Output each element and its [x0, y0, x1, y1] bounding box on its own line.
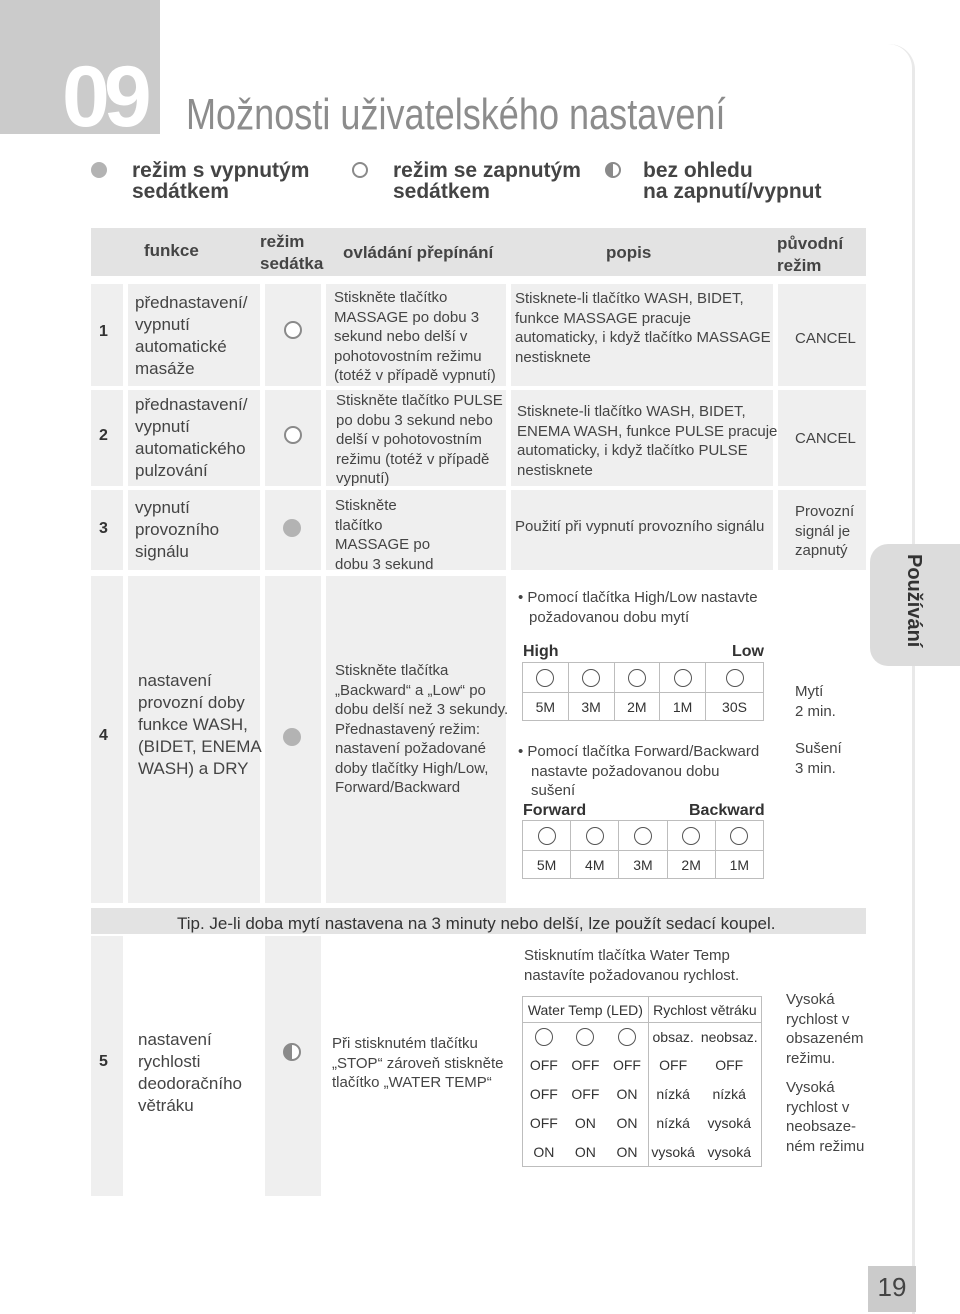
text-line: automatického — [135, 439, 246, 458]
puvodni-wash-text — [795, 682, 836, 721]
fan-sub-header: neobsaz. — [697, 1023, 761, 1051]
legend-label-any — [643, 160, 822, 202]
empty-circle-icon — [582, 669, 600, 687]
full-circle-icon — [91, 162, 107, 178]
scale-circle-cell — [523, 663, 569, 693]
text-line: větráku — [138, 1096, 194, 1115]
page-number-box — [868, 1266, 916, 1312]
text-line: Sušení — [795, 740, 842, 757]
fan-cell: vysoká — [648, 1138, 697, 1167]
scale-value: 5M — [523, 851, 571, 879]
text-line: ENEMA WASH, funkce PULSE pracuje — [517, 422, 778, 440]
text-line: režimu (totéž v případě — [336, 450, 490, 468]
fan-speed-table — [522, 996, 762, 1167]
ovladani-text — [335, 496, 433, 574]
fan-cell: ON — [606, 1080, 648, 1109]
row-number: 3 — [99, 520, 108, 537]
scale-circle-cell — [660, 663, 706, 693]
scale-circle-cell — [523, 821, 571, 851]
tip-text: Tip. Je-li doba mytí nastavena na 3 minuty nebo delší, lze použít sedací koupel. — [177, 914, 776, 933]
text-line: tlačítko — [335, 516, 383, 534]
funkce-text — [138, 1029, 242, 1117]
text-line: režimu. — [786, 1049, 836, 1067]
empty-circle-icon — [682, 827, 700, 845]
scale-value: 1M — [715, 851, 763, 879]
text-line: provozního — [135, 520, 220, 539]
text-line: po dobu 3 sekund nebo — [336, 411, 493, 429]
text-line: nastavení — [138, 671, 212, 690]
text-line: ném režimu — [786, 1137, 865, 1155]
text-line: delší v pohotovostním — [336, 431, 482, 448]
text-line: nastavení — [138, 1030, 212, 1049]
side-tab-label: Používání — [903, 554, 925, 648]
legend-line: režim se zapnutým — [393, 159, 581, 182]
text-line: pulzování — [135, 461, 208, 480]
text-line: dobu delší než 3 sekundy. — [335, 701, 509, 718]
fan-cell: vysoká — [697, 1109, 761, 1138]
ovladani-text — [334, 288, 496, 386]
led-circle-cell — [606, 1023, 648, 1051]
text-line: automatické — [135, 337, 227, 356]
empty-circle-icon — [536, 669, 554, 687]
scale-value: 2M — [667, 851, 715, 879]
text-line: sekund nebo delší v — [334, 328, 468, 345]
funkce-text — [138, 670, 262, 780]
text-line: Provozní — [795, 503, 855, 520]
empty-circle-icon — [628, 669, 646, 687]
scale-value: 1M — [660, 693, 706, 721]
text-line: funkce MASSAGE pracuje — [515, 309, 691, 327]
scale-right-label: Backward — [689, 802, 765, 819]
popis-text — [515, 289, 771, 367]
text-line: 2 min. — [795, 702, 836, 720]
header-popis: popis — [606, 243, 652, 262]
empty-circle-icon — [284, 426, 302, 444]
text-line: Mytí — [795, 683, 824, 700]
text-line: automaticky, i když tlačítko MASSAGE — [515, 329, 771, 346]
dry-scale-table — [522, 820, 764, 879]
empty-circle-icon — [726, 669, 744, 687]
half-circle-icon — [283, 1043, 301, 1061]
page-title: Možnosti uživatelského nastavení — [186, 90, 726, 139]
text-line: rychlosti — [138, 1052, 201, 1071]
scale-left-label: Forward — [523, 802, 587, 819]
text-line: Stisknete-li tlačítko WASH, BIDET, — [515, 290, 744, 307]
text-line: pohotovostním režimu — [334, 347, 482, 365]
header-line: režim — [777, 256, 822, 275]
row-number: 1 — [99, 323, 108, 340]
scale-value: 3M — [619, 851, 667, 879]
empty-circle-icon — [284, 321, 302, 339]
text-line: (BIDET, ENEMA — [138, 737, 262, 756]
text-line: vypnutí — [135, 417, 190, 436]
popis-text — [524, 946, 739, 985]
scale-circle-cell — [614, 663, 660, 693]
text-line: doby tlačítky High/Low, — [335, 759, 489, 777]
scale-left-label: High — [523, 643, 559, 660]
seat-mode-cell — [265, 936, 321, 1196]
spacer — [786, 1068, 864, 1078]
legend-label-seat-on — [393, 160, 581, 202]
legend-line: sedátkem — [393, 180, 490, 203]
scale-circle-cell — [568, 663, 614, 693]
legend-line: bez ohledu — [643, 159, 753, 182]
ovladani-text — [335, 661, 508, 798]
popis-text: Použití při vypnutí provozního signálu — [515, 518, 765, 535]
fan-cell: ON — [523, 1138, 565, 1167]
funkce-text — [135, 394, 247, 482]
full-circle-icon — [283, 728, 301, 746]
side-tab-text-wrap — [870, 544, 960, 666]
text-line: nastavíte požadovanou rychlost. — [524, 966, 740, 984]
text-line: sušení — [531, 782, 576, 799]
text-line: požadovanou dobu mytí — [529, 608, 690, 626]
text-line: obsazeném — [786, 1030, 864, 1047]
text-line: přednastavení/ — [135, 395, 248, 414]
empty-circle-icon — [352, 162, 368, 178]
text-line: nestisknete — [517, 461, 593, 479]
empty-circle-icon — [618, 1028, 636, 1046]
text-line: vypnutí — [135, 315, 190, 334]
text-line: deodoračního — [138, 1074, 242, 1093]
ovladani-text — [332, 1034, 503, 1093]
fan-header-speed: Rychlost větráku — [648, 997, 761, 1023]
scale-circle-cell — [706, 663, 764, 693]
text-line: rychlost v — [786, 1098, 850, 1116]
text-line: vypnutí) — [336, 470, 390, 487]
empty-circle-icon — [576, 1028, 594, 1046]
puvodni-text: CANCEL — [795, 330, 856, 347]
text-line: provozní doby — [138, 693, 245, 712]
section-side-tab — [870, 544, 960, 666]
fan-header-led: Water Temp (LED) — [523, 997, 649, 1023]
text-line: funkce WASH, — [138, 715, 248, 734]
funkce-text — [135, 497, 219, 563]
text-line: • Pomocí tlačítka Forward/Backward — [518, 743, 760, 760]
text-line: Stiskněte tlačítko PULSE — [336, 392, 503, 409]
ovladani-text — [336, 391, 503, 489]
text-line: Forward/Backward — [335, 779, 461, 796]
text-line: signál je — [795, 522, 851, 540]
text-line: „Backward“ a „Low“ po — [335, 681, 486, 699]
header-line: sedátka — [260, 254, 324, 273]
scale-circle-cell — [619, 821, 667, 851]
fan-cell: OFF — [523, 1109, 565, 1138]
puvodni-dry-text — [795, 739, 842, 778]
wash-scale-table — [522, 662, 764, 721]
funkce-text — [135, 292, 247, 380]
fan-cell: ON — [606, 1109, 648, 1138]
text-line: vypnutí — [135, 498, 190, 517]
row-number: 4 — [99, 727, 108, 744]
row-number: 5 — [99, 1053, 108, 1070]
puvodni-text: CANCEL — [795, 430, 856, 447]
text-line: zapnutý — [795, 542, 848, 559]
text-line: 3 min. — [795, 759, 836, 777]
fan-cell: OFF — [523, 1080, 565, 1109]
header-ovladani: ovládání přepínání — [343, 243, 494, 262]
text-line: neobsaze- — [786, 1118, 857, 1135]
text-line: rychlost v — [786, 1010, 850, 1028]
scale-value: 2M — [614, 693, 660, 721]
fan-cell: OFF — [523, 1051, 565, 1080]
scale-value: 3M — [568, 693, 614, 721]
half-circle-icon — [605, 162, 621, 178]
empty-circle-icon — [674, 669, 692, 687]
header-puvodni — [777, 233, 843, 277]
scale-value: 4M — [571, 851, 619, 879]
popis-text — [517, 402, 777, 480]
text-line: Stiskněte — [335, 497, 397, 514]
text-line: automaticky, i když tlačítko PULSE — [517, 442, 748, 459]
empty-circle-icon — [538, 827, 556, 845]
header-rezim — [260, 231, 323, 275]
empty-circle-icon — [634, 827, 652, 845]
chapter-number: 09 — [62, 49, 146, 145]
puvodni-text — [786, 990, 864, 1156]
fan-cell: OFF — [571, 1086, 600, 1102]
puvodni-text — [795, 502, 854, 561]
text-line: Vysoká — [786, 991, 835, 1008]
text-line: • Pomocí tlačítka High/Low nastavte — [518, 589, 758, 606]
text-line: přednastavení/ — [135, 293, 248, 312]
fan-cell: OFF — [697, 1051, 761, 1080]
fan-cell: vysoká — [697, 1138, 761, 1167]
legend-label-seat-off — [132, 160, 309, 202]
fan-cell: ON — [606, 1138, 648, 1167]
popis-wash-text — [518, 588, 758, 627]
scale-circle-cell — [571, 821, 619, 851]
full-circle-icon — [283, 519, 301, 537]
led-circle-cell — [565, 1023, 606, 1051]
led-circle-cell — [523, 1023, 565, 1051]
scale-value: 30S — [706, 693, 764, 721]
text-line: dobu 3 sekund — [335, 555, 434, 573]
empty-circle-icon — [535, 1028, 553, 1046]
legend-line: sedátkem — [132, 180, 229, 203]
popis-dry-text — [518, 742, 759, 801]
scale-circle-cell — [667, 821, 715, 851]
scale-right-label: Low — [732, 643, 764, 660]
text-line: Stisknutím tlačítka Water Temp — [524, 947, 730, 964]
fan-cell: OFF — [571, 1057, 600, 1073]
fan-cell: OFF — [659, 1057, 688, 1073]
text-line: Vysoká — [786, 1079, 835, 1096]
fan-cell: nízká — [697, 1080, 761, 1109]
text-line: WASH) a DRY — [138, 759, 249, 778]
fan-sub-header: obsaz. — [648, 1023, 697, 1051]
legend-line: režim s vypnutým — [132, 159, 310, 182]
header-funkce: funkce — [144, 241, 199, 260]
fan-cell: ON — [565, 1138, 606, 1167]
text-line: MASSAGE po — [335, 536, 431, 553]
row-number: 2 — [99, 427, 108, 444]
text-line: nestisknete — [515, 348, 591, 366]
fan-cell: nízká — [656, 1086, 690, 1102]
fan-cell: nízká — [656, 1115, 690, 1131]
text-line: Stiskněte tlačítka — [335, 662, 449, 679]
header-line: původní — [777, 234, 844, 253]
empty-circle-icon — [586, 827, 604, 845]
header-line: režim — [260, 232, 305, 251]
text-line: signálu — [135, 542, 189, 561]
page-number: 19 — [877, 1272, 907, 1302]
text-line: Při stisknutém tlačítku — [332, 1035, 478, 1052]
scale-value: 5M — [523, 693, 569, 721]
legend-line: na zapnutí/vypnut — [643, 180, 822, 203]
empty-circle-icon — [730, 827, 748, 845]
text-line: Přednastavený režim: — [335, 720, 481, 738]
text-line: nastavte požadovanou dobu — [531, 762, 720, 780]
text-line: tlačítko „WATER TEMP“ — [332, 1074, 492, 1091]
fan-cell: ON — [574, 1115, 596, 1131]
text-line: Stiskněte tlačítko — [334, 289, 448, 306]
fan-cell: OFF — [606, 1051, 648, 1080]
text-line: Stisknete-li tlačítko WASH, BIDET, — [517, 403, 746, 420]
scale-circle-cell — [715, 821, 763, 851]
text-line: masáže — [135, 359, 195, 378]
text-line: (totéž v případě vypnutí) — [334, 367, 496, 384]
text-line: nastavení požadované — [335, 740, 486, 757]
text-line: MASSAGE po dobu 3 — [334, 308, 480, 326]
text-line: „STOP“ zároveň stiskněte — [332, 1054, 504, 1072]
